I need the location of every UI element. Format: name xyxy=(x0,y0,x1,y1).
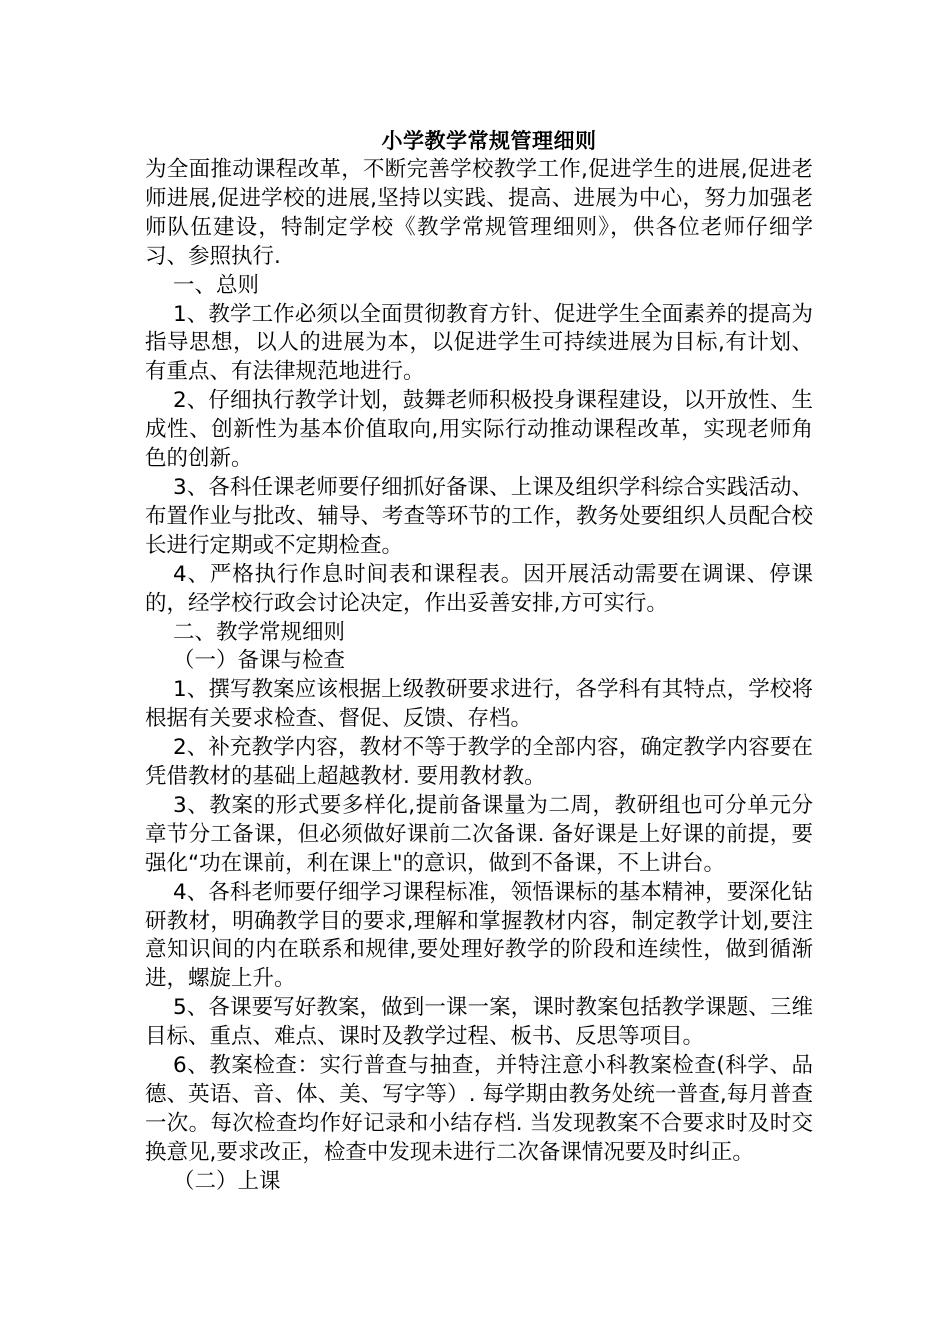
subsection-heading-lesson-prep: （一）备课与检查 xyxy=(173,648,346,674)
lesson-prep-item-2: 2、补充教学内容，教材不等于教学的全部内容，确定教学内容要在凭借教材的基础上超越教材. 要用教材教。 xyxy=(145,735,813,790)
lesson-prep-item-6: 6、教案检查：实行普查与抽查，并特注意小科教案检查(科学、品德、英语、音、体、美、写字等）. 每学期由教务处统一普查,每月普查一次。每次检查均作好记录和小结存档. 当发现教案不合要求时及时交换意见,要求改正，检查中发现未进行二次备课情况要及时纠正。 xyxy=(145,1053,813,1165)
general-item-1: 1、教学工作必须以全面贯彻教育方针、促进学生全面素养的提高为指导思想，以人的进展为本，以促进学生可持续进展为目标,有计划、有重点、有法律规范地进行。 xyxy=(145,301,813,385)
document-page xyxy=(145,126,813,1197)
lesson-prep-item-3: 3、教案的形式要多样化,提前备课量为二周，教研组也可分单元分章节分工备课，但必须做好课前二次备课. 备好课是上好课的前提，要强化“功在课前，利在课上"的意识，做到不备课，不上讲台。 xyxy=(145,792,813,876)
section-heading-general: 一、总则 xyxy=(173,272,260,298)
lesson-prep-item-1: 1、撰写教案应该根据上级教研要求进行，各学科有其特点，学校将根据有关要求检查、督促、反馈、存档。 xyxy=(145,677,813,732)
general-item-2: 2、仔细执行教学计划，鼓舞老师积极投身课程建设，以开放性、生成性、创新性为基本价值取向,用实际行动推动课程改革，实现老师角色的创新。 xyxy=(145,388,813,472)
intro-paragraph: 为全面推动课程改革，不断完善学校教学工作,促进学生的进展,促进老师进展,促进学校的进展,坚持以实践、提高、进展为中心，努力加强老师队伍建设，特制定学校《教学常规管理细则》，供各位老师仔细学习、参照执行. xyxy=(145,157,813,269)
lesson-prep-item-5: 5、各课要写好教案，做到一课一案，课时教案包括教学课题、三维目标、重点、难点、课时及教学过程、板书、反思等项目。 xyxy=(145,995,813,1050)
lesson-prep-item-4: 4、各科老师要仔细学习课程标准，领悟课标的基本精神，要深化钻研教材，明确教学目的要求,理解和掌握教材内容，制定教学计划,要注意知识间的内在联系和规律,要处理好教学的阶段和连续性，做到循渐进，螺旋上升。 xyxy=(145,879,813,992)
subsection-heading-class: （二）上课 xyxy=(173,1168,281,1194)
section-heading-rules: 二、教学常规细则 xyxy=(173,619,346,645)
document-title: 小学教学常规管理细则 xyxy=(381,129,597,153)
general-item-3: 3、各科任课老师要仔细抓好备课、上课及组织学科综合实践活动、布置作业与批改、辅导、考查等环节的工作，教务处要组织人员配合校长进行定期或不定期检查。 xyxy=(145,474,813,558)
general-item-4: 4、严格执行作息时间表和课程表。因开展活动需要在调课、停课的，经学校行政会讨论决定，作出妥善安排,方可实行。 xyxy=(145,561,813,616)
